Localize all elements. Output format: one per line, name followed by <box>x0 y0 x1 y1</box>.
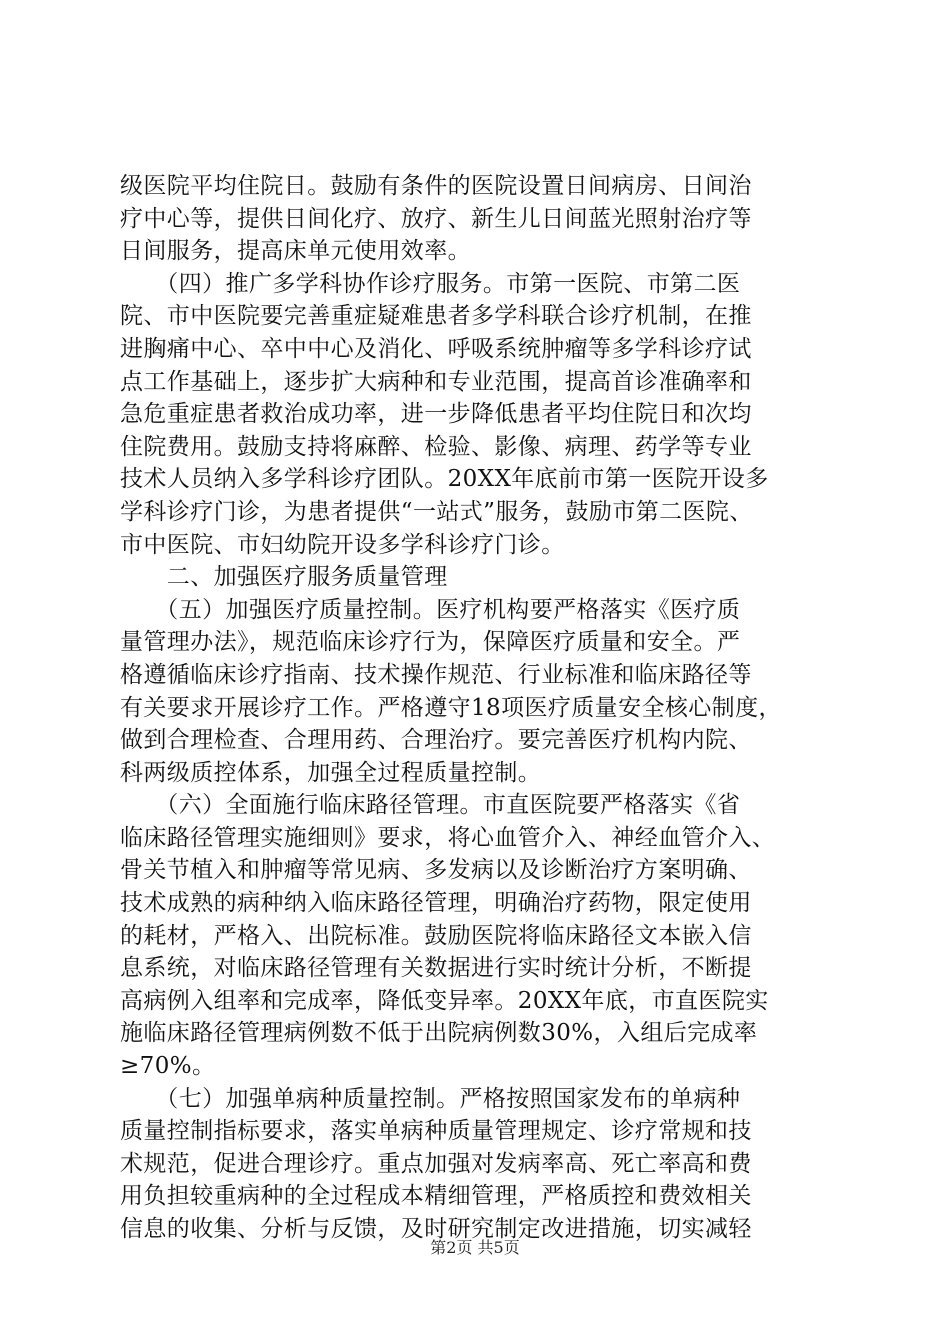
body-text <box>120 170 832 1246</box>
text-line: 疗中心等，提供日间化疗、放疗、新生儿日间蓝光照射治疗等 <box>120 205 752 232</box>
text-line: 术规范，促进合理诊疗。重点加强对发病率高、死亡率高和费 <box>120 1150 752 1177</box>
text-line: 进胸痛中心、卒中中心及消化、呼吸系统肿瘤等多学科诊疗试 <box>120 335 752 362</box>
text-line: 点工作基础上，逐步扩大病种和专业范围，提高首诊准确率和 <box>120 368 752 395</box>
text-line: 用负担较重病种的全过程成本精细管理，严格质控和费效相关 <box>120 1183 752 1210</box>
text-line: 技术人员纳入多学科诊疗团队。20XX年底前市第一医院开设多 <box>120 466 769 493</box>
text-line: 做到合理检查、合理用药、合理治疗。要完善医疗机构内院、 <box>120 727 752 754</box>
text-line: （六）全面施行临床路径管理。市直医院要严格落实《省 <box>120 792 741 819</box>
text-line: 质量控制指标要求，落实单病种质量管理规定、诊疗常规和技 <box>120 1118 752 1145</box>
text-line: 市中医院、市妇幼院开设多学科诊疗门诊。 <box>120 531 565 558</box>
text-line: 学科诊疗门诊，为患者提供“一站式”服务，鼓励市第二医院、 <box>120 498 753 525</box>
text-line: 信息的收集、分析与反馈，及时研究制定改进措施，切实减轻 <box>120 1216 752 1242</box>
text-line: 住院费用。鼓励支持将麻醉、检验、影像、病理、药学等专业 <box>120 433 752 460</box>
text-line: ≥70%。 <box>120 1053 216 1080</box>
text-line: 技术成熟的病种纳入临床路径管理，明确治疗药物，限定使用 <box>120 890 752 917</box>
text-line: 院、市中医院要完善重症疑难患者多学科联合诊疗机制，在推 <box>120 303 752 330</box>
text-line: 量管理办法》，规范临床诊疗行为，保障医疗质量和安全。严 <box>120 629 741 656</box>
text-line: 施临床路径管理病例数不低于出院病例数30%，入组后完成率 <box>120 1020 758 1047</box>
text-line: （七）加强单病种质量控制。严格按照国家发布的单病种 <box>120 1085 741 1112</box>
text-line: 级医院平均住院日。鼓励有条件的医院设置日间病房、日间治 <box>120 173 752 199</box>
text-line: 格遵循临床诊疗指南、技术操作规范、行业标准和临床路径等 <box>120 661 752 688</box>
text-line: 的耗材，严格入、出院标准。鼓励医院将临床路径文本嵌入信 <box>120 922 752 949</box>
text-line: 骨关节植入和肿瘤等常见病、多发病以及诊断治疗方案明确、 <box>120 857 752 884</box>
section-heading: 二、加强医疗服务质量管理 <box>120 564 448 591</box>
text-line: 临床路径管理实施细则》要求，将心血管介入、神经血管介入、 <box>120 824 776 851</box>
text-line: 息系统，对临床路径管理有关数据进行实时统计分析，不断提 <box>120 955 752 982</box>
text-line: 高病例入组率和完成率，降低变异率。20XX年底，市直医院实 <box>120 987 769 1014</box>
page-number-footer: 第2页 共5页 <box>430 1238 520 1257</box>
text-line: （四）推广多学科协作诊疗服务。市第一医院、市第二医 <box>120 270 741 297</box>
text-line: 日间服务，提高床单元使用效率。 <box>120 238 471 265</box>
text-line: 科两级质控体系，加强全过程质量控制。 <box>120 759 542 786</box>
text-line: 有关要求开展诊疗工作。严格遵守18项医疗质量安全核心制度， <box>120 694 782 721</box>
text-line: 急危重症患者救治成功率，进一步降低患者平均住院日和次均 <box>120 401 752 428</box>
text-line: （五）加强医疗质量控制。医疗机构要严格落实《医疗质 <box>120 596 741 623</box>
